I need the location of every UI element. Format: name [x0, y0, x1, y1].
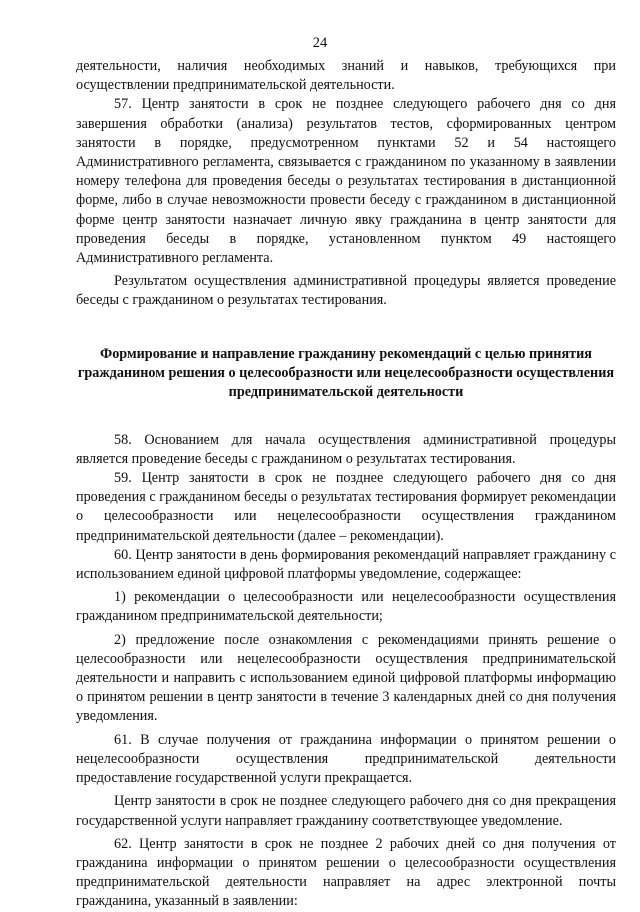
- paragraph-61: 61. В случае получения от гражданина информации о принятом решении о нецелесообразности осуществления предпринимательской деятельности предоставление государственной услуги прекращается.: [76, 731, 616, 787]
- paragraph-58: 58. Основанием для начала осуществления административной процедуры является проведение беседы с гражданином о результатах тестирования.: [76, 431, 616, 467]
- page-number: 24: [312, 35, 328, 51]
- paragraph-60: 60. Центр занятости в день формирования рекомендаций направляет гражданину с использованием единой цифровой платформы уведомление, содержащее:: [76, 546, 616, 583]
- paragraph-notice: Центр занятости в срок не позднее следующего рабочего дня со дня прекращения государственной услуги направляет гражданину соответствующее уведомление.: [76, 793, 616, 829]
- section-heading: Формирование и направление гражданину рекомендаций с целью принятия гражданином решения о целесообразности или нецелесообразности осуществления предпринимательской деятельности: [77, 345, 615, 400]
- paragraph-62: 62. Центр занятости в срок не позднее 2 рабочих дней со дня получения от гражданина информации о принятом решении о целесообразности осуществления предпринимательской деятельности направляет на адрес электронной почты гражданина, указанный в заявлении:: [76, 835, 616, 910]
- paragraph-continuation: деятельности, наличия необходимых знаний и навыков, требующихся при осуществлении предпринимательской деятельности.: [76, 58, 616, 94]
- paragraph-59: 59. Центр занятости в срок не позднее следующего рабочего дня со дня проведения с гражданином беседы о результатах тестирования формирует рекомендации о целесообразности или нецелесообразности осуществления гражданином предпринимательской деятельности (далее – рекомендации).: [76, 470, 616, 544]
- section-heading-block: [76, 345, 616, 402]
- paragraph-57: 57. Центр занятости в срок не позднее следующего рабочего дня со дня завершения обработки (анализа) результатов тестов, сформированных центром занятости в порядке, предусмотренном пунктами 52 и 54 настоящего Административного регламента, связывается с гражданином по указанному в заявлении номеру телефона для проведения беседы о результатах тестирования в дистанционной форме, либо в случае невозможности провести беседу с гражданином в дистанционной форме центр занятости назначает личную явку гражданина в центр занятости для проведения беседы в порядке, установленном пунктом 49 настоящего Административного регламента.: [76, 96, 616, 267]
- list-item-2: 2) предложение после ознакомления с рекомендациями принять решение о целесообразности или нецелесообразности осуществления предпринимательской деятельности и направить с использованием единой цифровой платформы информацию о принятом решении в центр занятости в течение 3 календарных дней со дня получения уведомления.: [76, 631, 616, 725]
- document-body: [76, 57, 616, 912]
- list-item-1: 1) рекомендации о целесообразности или нецелесообразности осуществления гражданином предпринимательской деятельности;: [76, 589, 616, 625]
- paragraph-result: Результатом осуществления административной процедуры является проведение беседы с гражданином о результатах тестирования.: [76, 273, 616, 309]
